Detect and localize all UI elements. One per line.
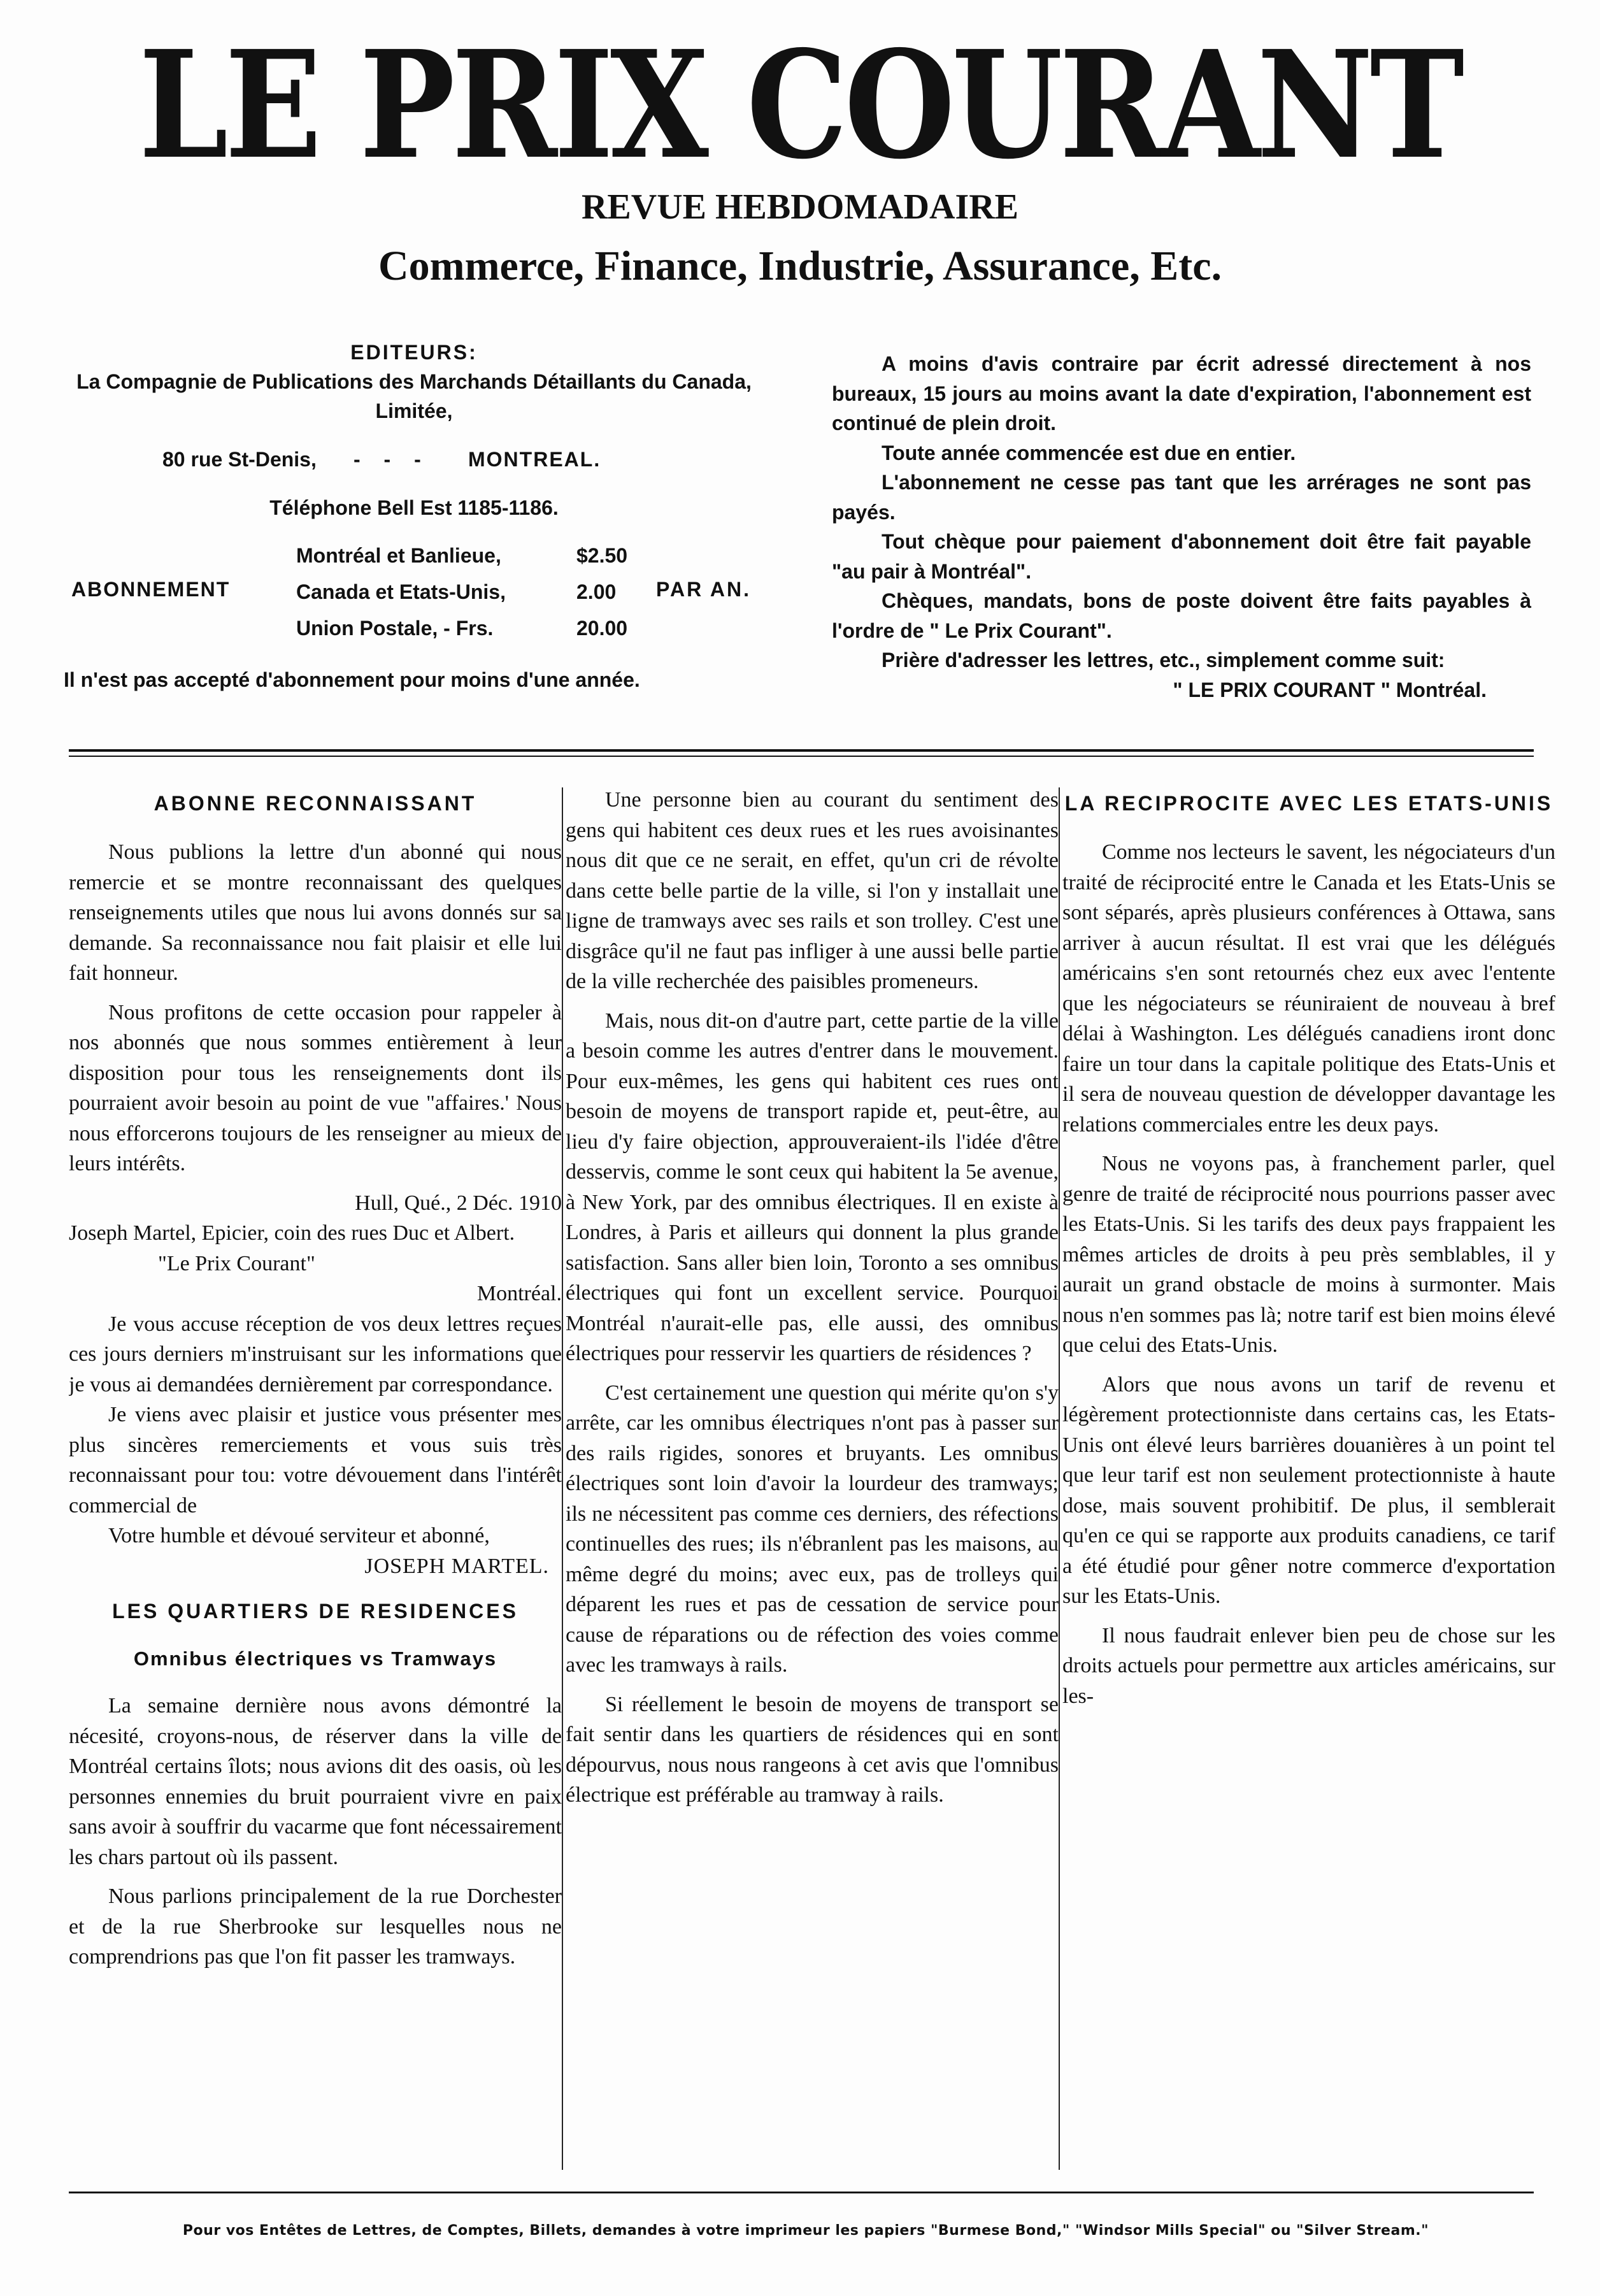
column-1 xyxy=(69,785,562,2142)
letter-closing: Votre humble et dévoué serviteur et abonné, xyxy=(108,1524,490,1547)
masthead-subtitle: REVUE HEBDOMADAIRE xyxy=(581,187,1019,227)
column-2 xyxy=(566,785,1059,2142)
article-paragraph: Comme nos lecteurs le savent, les négociateurs d'un traité de réciprocité entre le Canada et les Etats-Unis se sont séparés, après plusieurs conférences à Ottawa, sans arriver à aucun résultat. Il est vrai que les délégués américains s'en sont retournés chez eux avec l'entente que les négociateurs se réuniraient de nouveau à bref délai à Washington. Les délégués canadiens iront donc faire un tour dans la capitale politique des Etats-Unis et il sera de nouveau question de développer davantage les relations commerciales entre les deux pays. xyxy=(1062,840,1555,1137)
article-paragraph: Nous parlions principalement de la rue Dorchester et de la rue Sherbrooke sur lesquelles nous ne comprendrions pas que l'on fit passer les tramways. xyxy=(69,1884,562,1969)
article-paragraph: Nous ne voyons pas, à franchement parler, quel genre de traité de réciprocité nous pourrions passer avec les Etats-Unis. Si les tarifs des deux pays frappaient les mêmes articles de droits à peu près semblables, il y aurait un grand obstacle de moins à surmonter. Mais nous n'en sommes pas là; notre tarif est bien moins élevé que celui des Etats-Unis. xyxy=(1062,1152,1555,1357)
publisher-info xyxy=(64,338,764,694)
letter-sender: Joseph Martel, Epicier, coin des rues Duc et Albert. xyxy=(69,1221,515,1245)
article-paragraph: Alors que nous avons un tarif de revenu et légèrement protectionniste dans certains cas, les Etats-Unis ont élevé leurs barrières douanières à un point tel que leur tarif est non seulement protectionniste à haute dose, mais souvent prohibitif. De plus, il semblerait qu'en ce qui se rapporte aux produits canadiens, ce tarif a été étudié pour gêner notre commerce d'exportation sur les Etats-Unis. xyxy=(1062,1372,1555,1608)
letter-paragraph: Je viens avec plaisir et justice vous présenter mes plus sincères remerciements et vous suis très reconnaissant pour tou: votre dévouement dans l'intérêt commercial de xyxy=(69,1403,562,1518)
condition-paragraph: A moins d'avis contraire par écrit adressé directement à nos bureaux, 15 jours au moins avant la date d'expiration, l'abonnement est continué de plein droit. xyxy=(832,352,1531,434)
subscription-label: ABONNEMENT xyxy=(71,578,231,601)
rate-row xyxy=(296,610,653,647)
rate-price: $2.50 xyxy=(576,544,628,567)
article-subheading-quartiers: Omnibus électriques vs Tramways xyxy=(133,1647,497,1670)
editeurs-heading: EDITEURS: xyxy=(350,341,478,364)
rate-row xyxy=(296,574,653,610)
article-paragraph: Si réellement le besoin de moyens de transport se fait sentir dans les quartiers de résidences qui en sont dépourvus, nous nous rangeons à cet avis que l'omnibus électrique est préférable au tramway à rails. xyxy=(566,1692,1059,1807)
mailing-address: " LE PRIX COURANT " Montréal. xyxy=(1173,678,1487,701)
letter-signature: JOSEPH MARTEL. xyxy=(364,1554,549,1578)
condition-paragraph: Toute année commencée est due en entier. xyxy=(882,441,1296,464)
article-paragraph: Nous profitons de cette occasion pour rappeler à nos abonnés que nous sommes entièrement à leur disposition pour tous les renseignements dont ils pourraient avoir besoin au point de vue "affaires.' Nous nous efforcerons toujours de les renseigner au mieux de leurs intérêts. xyxy=(69,1000,562,1175)
header-rule-thick xyxy=(69,749,1534,752)
article-heading-quartiers: LES QUARTIERS DE RESIDENCES xyxy=(112,1600,518,1623)
rate-place: Montréal et Banlieue, xyxy=(296,544,501,567)
header-rule-thin xyxy=(69,756,1534,757)
masthead-tagline: Commerce, Finance, Industrie, Assurance, Etc. xyxy=(378,243,1222,289)
article-paragraph: C'est certainement une question qui mérite qu'on s'y arrête, car les omnibus électriques n'ont pas à passer sur des rails rigides, sonores et bruyants. Les omnibus électriques sont loin d'avoir la lourdeur des tramways; ils ne nécessitent pas comme ces derniers, des réfections continuelles des rues; ils n'ébranlent pas les maisons, au même degré du moins; avec eux, pas de trolleys qui déparent les rues et pas de cessation de service pour cause de réparations ou de réfection des voies comme avec les tramways à rails. xyxy=(566,1381,1059,1677)
article-paragraph: Nous publions la lettre d'un abonné qui nous remercie et se montre reconnaissant des quelques renseignements utiles que nous lui avons donnés sur sa demande. Sa reconnaissance nou fait plaisir et elle lui fait honneur. xyxy=(69,840,562,985)
rate-row xyxy=(296,538,653,574)
address-city: MONTREAL. xyxy=(468,448,601,471)
column-divider xyxy=(1059,787,1060,2170)
rate-price: 20.00 xyxy=(576,617,628,640)
column-divider xyxy=(562,787,563,2170)
rate-place: Canada et Etats-Unis, xyxy=(296,580,506,603)
article-paragraph: Une personne bien au courant du sentiment des gens qui habitent ces deux rues et les rues avoisinantes nous dit que ce ne serait, en effet, qu'un cri de révolte dans cette belle partie de la ville, si l'on y installait une ligne de tramways avec ses rails et son trolley. C'est une disgrâce qu'il ne faut pas infliger à une aussi belle partie de la ville recherchée des paisibles promeneurs. xyxy=(566,788,1059,993)
letter-paragraph: Je vous accuse réception de vos deux lettres reçues ces jours derniers m'instruisant sur les informations que je vous ai demandées dernièrement par correspondance. xyxy=(69,1312,562,1396)
letter-date: Hull, Qué., 2 Déc. 1910 xyxy=(355,1191,562,1215)
article-paragraph: La semaine dernière nous avons démontré la nécesité, croyons-nous, de réserver dans la ville de Montréal certains îlots; nous avions dit des oasis, où les personnes ennemies du bruit pourraient vivre en paix sans avoir à souffrir du vacarme que font nécessairement les chars partout où ils passent. xyxy=(69,1694,562,1869)
article-heading-abonne: ABONNE RECONNAISSANT xyxy=(154,792,477,815)
publisher-company: La Compagnie de Publications des Marchands Détaillants du Canada, Limitée, xyxy=(76,370,752,422)
publisher-telephone: Téléphone Bell Est 1185-1186. xyxy=(269,496,559,519)
footer-advertisement: Pour vos Entêtes de Lettres, de Comptes, Billets, demandes à votre imprimeur les papiers "Burmese Bond," "Windsor Mills Special" ou "Silver Stream." xyxy=(182,2223,1429,2239)
condition-paragraph: Chèques, mandats, bons de poste doivent être faits payables à l'ordre de " Le Prix Courant". xyxy=(832,589,1531,642)
letter-recipient-city: Montréal. xyxy=(476,1282,562,1305)
subscription-notice: Il n'est pas accepté d'abonnement pour moins d'une année. xyxy=(64,668,640,691)
subscription-conditions xyxy=(832,349,1531,705)
letter-recipient: "Le Prix Courant" xyxy=(158,1251,315,1275)
per-year-label: PAR AN. xyxy=(656,578,751,601)
address-separator: - - - xyxy=(354,448,430,471)
article-paragraph: Mais, nous dit-on d'autre part, cette partie de la ville a besoin comme les autres d'entrer dans le mouvement. Pour eux-mêmes, les gens qui habitent ces rues ont besoin de moyens de transport rapide et, peut-être, au lieu d'y faire objection, approuveraient-ils l'idée d'être desservis, comme le sont ceux qui habitent la 5e avenue, à New York, par des omnibus électriques. Il en existe à Londres, à Paris et ailleurs qui donnent la plus grande satisfaction. Sans aller bien loin, Toronto a ses omnibus électriques qui font un excellent service. Pourquoi Montréal n'aurait-elle pas, elle aussi, des omnibus électriques pour resservir les quartiers de résidences ? xyxy=(566,1008,1059,1365)
article-heading-reciprocite: LA RECIPROCITE AVEC LES ETATS-UNIS xyxy=(1064,792,1554,815)
rate-price: 2.00 xyxy=(576,580,617,603)
article-paragraph: Il nous faudrait enlever bien peu de chose sur les droits actuels pour permettre aux articles américains, sur les- xyxy=(1062,1623,1555,1708)
masthead-title: LE PRIX COURANT xyxy=(139,18,1461,192)
condition-paragraph: Tout chèque pour paiement d'abonnement doit être fait payable "au pair à Montréal". xyxy=(832,530,1531,583)
condition-paragraph: L'abonnement ne cesse pas tant que les arrérages ne sont pas payés. xyxy=(832,471,1531,524)
condition-paragraph: Prière d'adresser les lettres, etc., simplement comme suit: xyxy=(882,649,1445,671)
address-street: 80 rue St-Denis, xyxy=(162,448,317,471)
rate-place: Union Postale, - Frs. xyxy=(296,617,494,640)
publisher-address xyxy=(64,445,764,474)
column-3 xyxy=(1062,785,1555,2142)
subscription-rates xyxy=(64,538,764,646)
footer-rule xyxy=(69,2192,1534,2193)
